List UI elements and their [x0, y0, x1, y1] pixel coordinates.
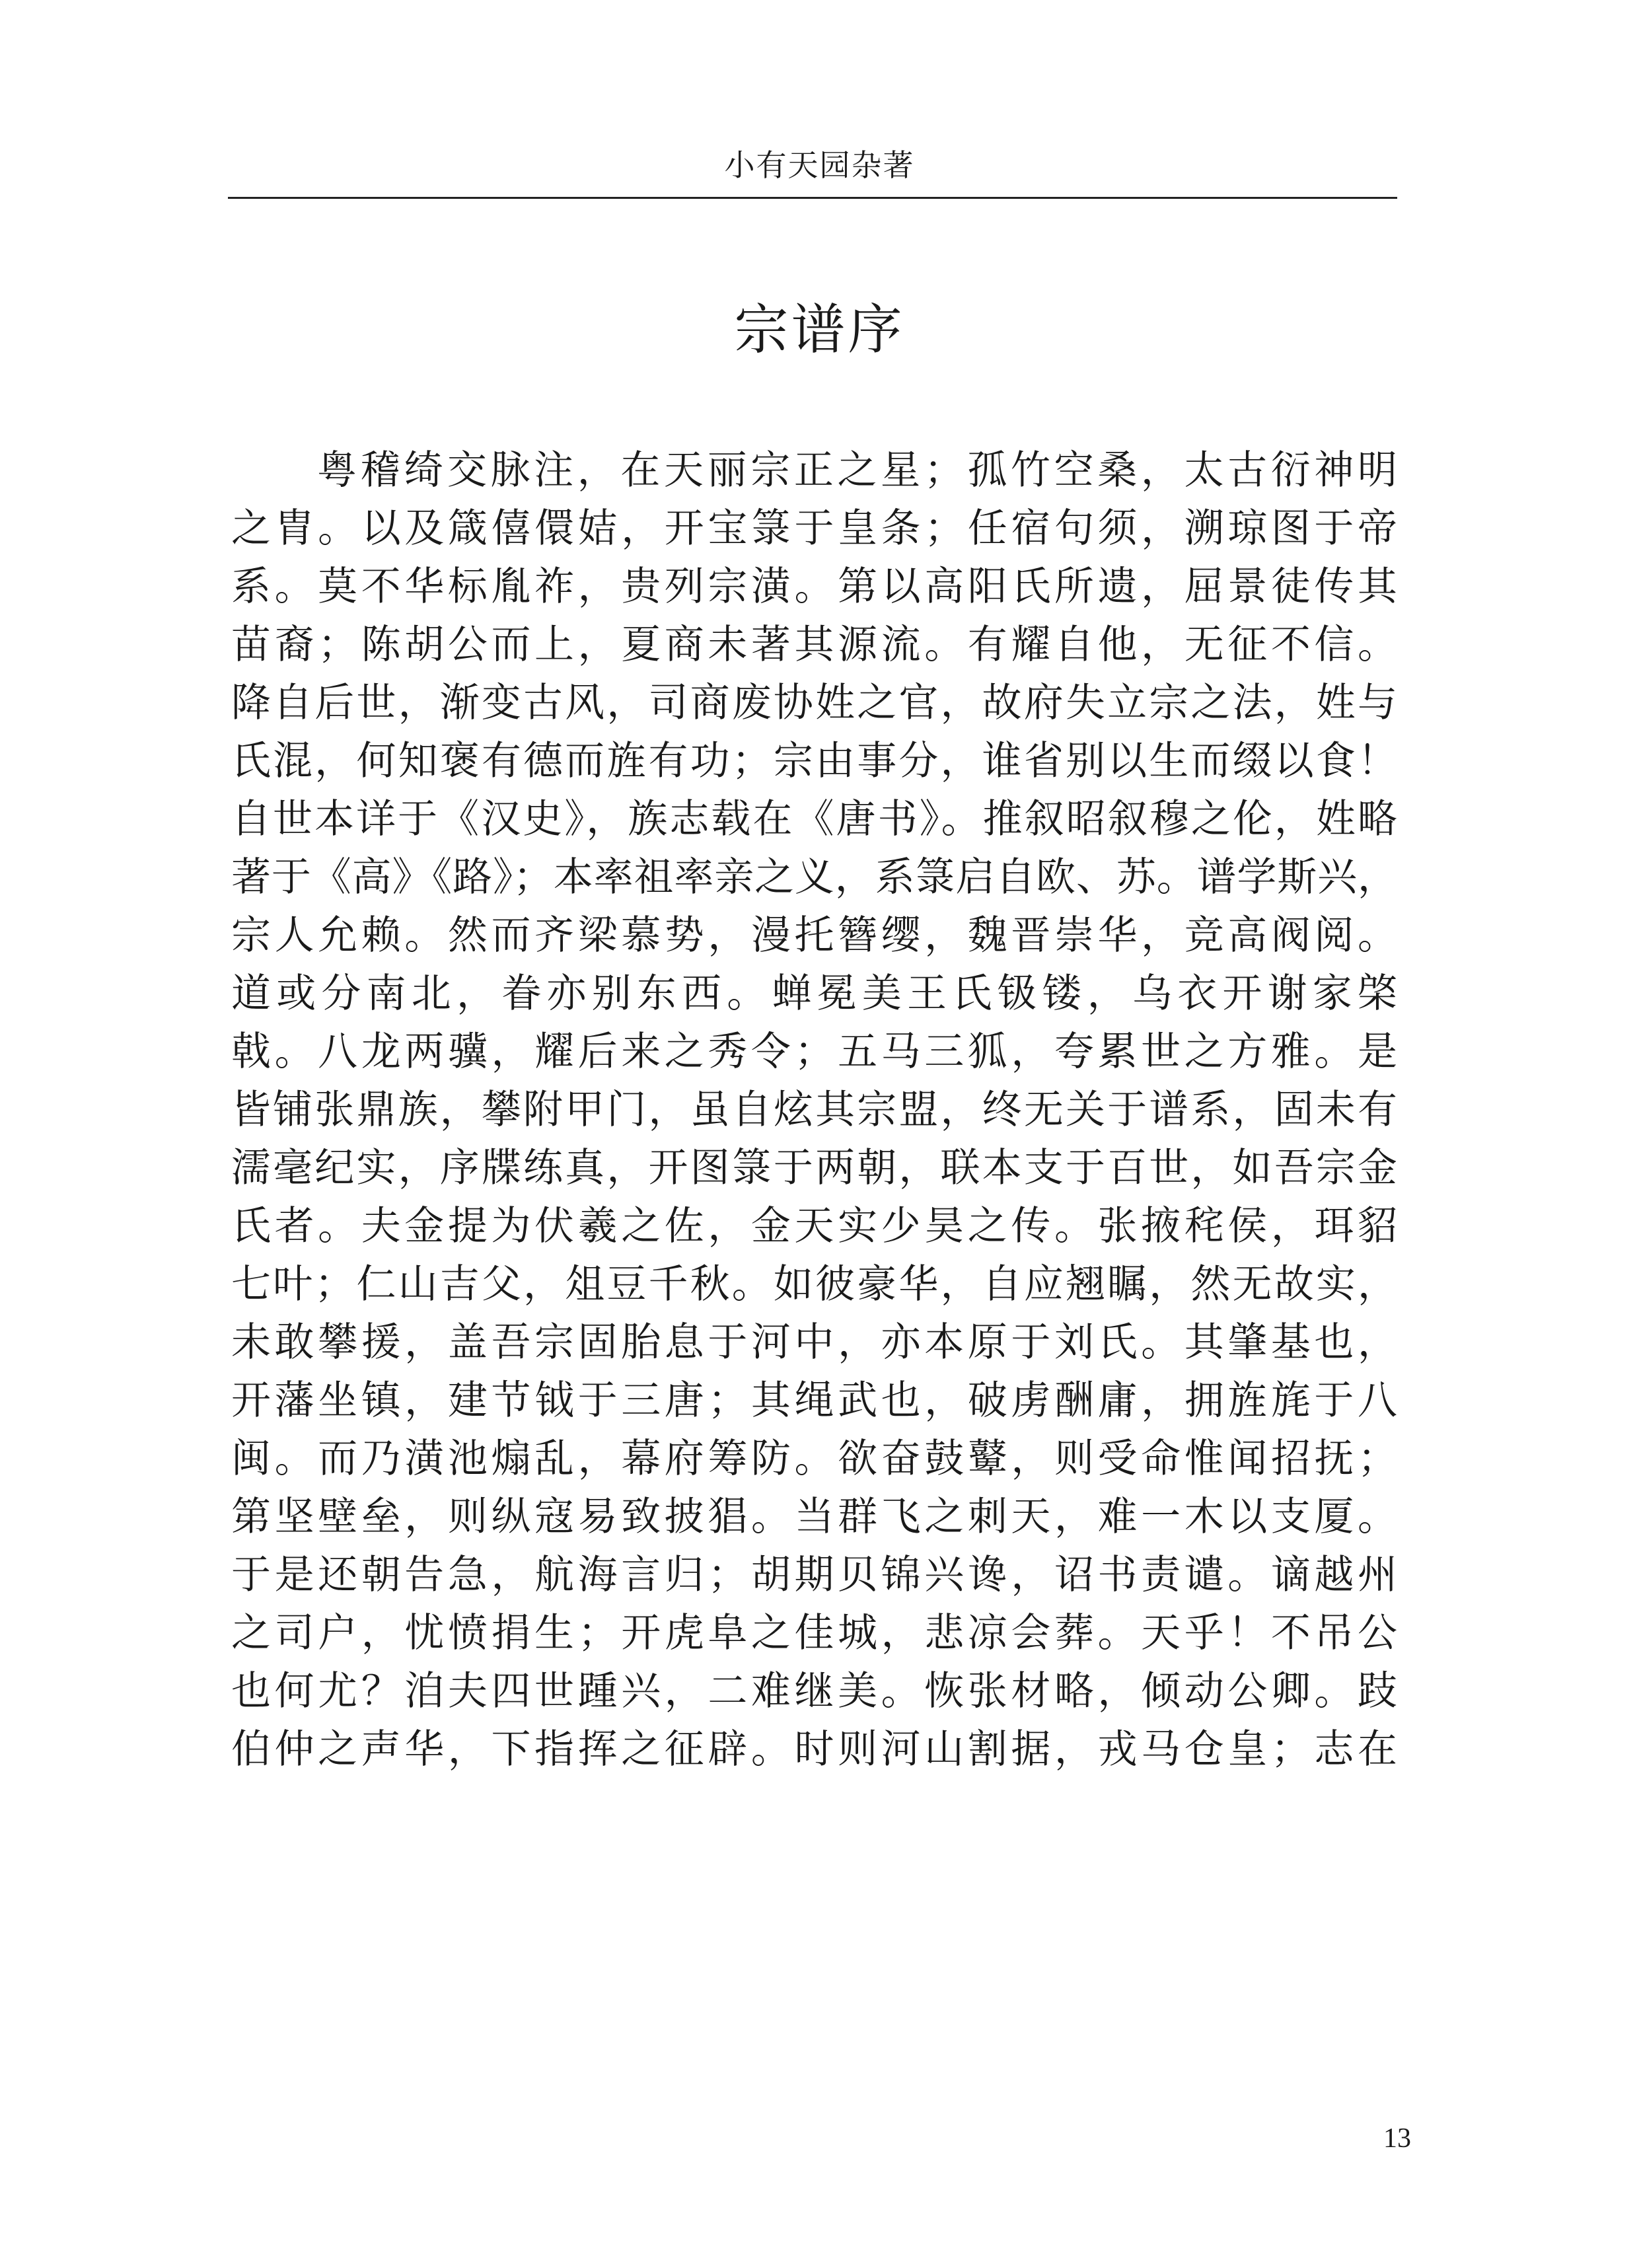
- text-line: 之胄。以及箴僖儇姞，开宝箓于皇条；任宿句须，溯琼图于帝: [231, 505, 1397, 552]
- text-line: 开藩坐镇，建节钺于三唐；其绳武也，破虏酬庸，拥旌旄于八: [231, 1377, 1397, 1424]
- text-line: 之司户，忧愤捐生；开虎阜之佳城，悲凉会葬。天乎！不吊公: [231, 1610, 1397, 1656]
- page-number: 13: [1383, 2123, 1411, 2154]
- text-line: 伯仲之声华，下指挥之征辟。时则河山割据，戎马仓皇；志在: [231, 1726, 1397, 1773]
- text-line: 降自后世，渐变古风，司商废协姓之官，故府失立宗之法，姓与: [231, 680, 1397, 726]
- text-line: 自世本详于《汉史》，族志载在《唐书》。推叙昭叙穆之伦，姓略: [231, 796, 1397, 842]
- text-line: 戟。八龙两骥，耀后来之秀令；五马三狐，夸累世之方雅。是: [231, 1029, 1397, 1075]
- text-line: 七叶；仁山吉父，俎豆千秋。如彼豪华，自应翘瞩，然无故实，: [231, 1261, 1397, 1307]
- running-head: 小有天园杂著: [724, 147, 915, 183]
- text-line: 于是还朝告急，航海言归；胡期贝锦兴谗，诏书责谴。谪越州: [231, 1552, 1397, 1598]
- text-line: 也何尤？洎夫四世踵兴，二难继美。恢张材略，倾动公卿。跂: [231, 1668, 1397, 1714]
- body-text: [231, 441, 1397, 1778]
- text-line: 未敢攀援，盖吾宗固胎息于河中，亦本原于刘氏。其肇基也，: [231, 1319, 1397, 1366]
- text-line: 粤稽绮交脉注，在天丽宗正之星；孤竹空桑，太古衍神明: [317, 447, 1397, 494]
- text-line: 濡毫纪实，序牒练真，开图箓于两朝，联本支于百世，如吾宗金: [231, 1145, 1397, 1191]
- text-line: 氏混，何知褒有德而旌有功；宗由事分，谁省别以生而缀以食！: [231, 738, 1397, 784]
- text-line: 氏者。夫金提为伏羲之佐，金天实少昊之传。张掖秺侯，珥貂: [231, 1203, 1397, 1249]
- text-line: 苗裔；陈胡公而上，夏商未著其源流。有耀自他，无征不信。: [231, 622, 1397, 668]
- text-line: 第坚壁垒，则纵寇易致披猖。当群飞之刺天，难一木以支厦。: [231, 1494, 1397, 1540]
- text-line: 道或分南北，眷亦别东西。蝉冕美王氏钑镂，乌衣开谢家棨: [231, 970, 1397, 1017]
- header-rule: [228, 197, 1397, 199]
- text-line: 皆铺张鼎族，攀附甲门，虽自炫其宗盟，终无关于谱系，固未有: [231, 1087, 1397, 1133]
- text-line: 宗人允赖。然而齐梁慕势，漫托簪缨，魏晋崇华，竞高阀阅。: [231, 912, 1397, 959]
- text-line: 著于《高》《路》；本率祖率亲之义，系箓启自欧、苏。谱学斯兴，: [231, 854, 1397, 900]
- text-line: 闽。而乃潢池煽乱，幕府筹防。欲奋鼓鼙，则受命惟闻招抚；: [231, 1436, 1397, 1482]
- chapter-title: 宗谱序: [734, 299, 905, 361]
- text-line: 系。莫不华标胤祚，贵列宗潢。第以高阳氏所遗，屈景徒传其: [231, 564, 1397, 610]
